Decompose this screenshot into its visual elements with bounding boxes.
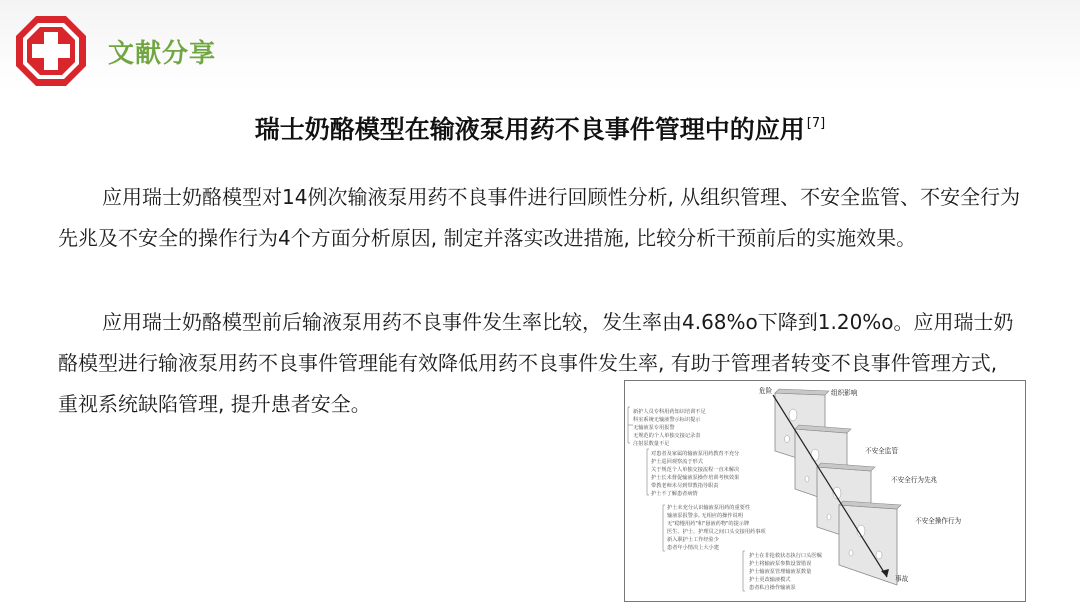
g2-item-5: 护士不了解患者病情 (651, 491, 698, 497)
cheese-slice-4 (839, 501, 901, 585)
g3-item-0: 护士未充分认识输液泵用药的重要性 (667, 505, 751, 511)
swiss-cheese-diagram (625, 381, 1025, 601)
g3-item-3: 医生、护士、护理员之间口头交接用药事项 (667, 529, 766, 535)
swiss-cheese-model-figure (624, 380, 1026, 602)
bracket-3 (663, 505, 665, 551)
g4-item-4: 患者私自操作输液泵 (749, 585, 796, 591)
g2-item-4: 带教老师未尽到带教指导职责 (651, 483, 719, 489)
g3-item-1: 输液泵报警多, 无相应的操作说明 (667, 513, 743, 519)
g2-item-1: 护士巡回观察流于形式 (651, 459, 703, 465)
label-act: 不安全操作行为 (915, 517, 962, 525)
bracket-2 (647, 449, 649, 495)
logo-cross-horizontal (32, 44, 70, 58)
g4-item-0: 护士在非抢救状态执行口头医嘱 (749, 553, 822, 559)
bracket-4 (743, 551, 745, 591)
g3-item-5: 患者年小情决上大小建 (667, 545, 719, 551)
paragraph-1 (58, 177, 1023, 259)
label-precursor: 不安全行为先兆 (891, 476, 938, 484)
g1-item-1: 科室系统无输液警示标识提示 (633, 417, 701, 423)
page-title-text: 瑞士奶酪模型在输液泵用药不良事件管理中的应用 (254, 115, 805, 144)
g4-item-1: 护士将输液泵参数设置错误 (749, 561, 812, 567)
g3-item-4: 新入职护士工作经验少 (667, 537, 719, 543)
label-danger: 危险 (759, 387, 773, 395)
g2-item-2: 关于规范个人单独交接流程一直未解决 (651, 467, 740, 473)
g2-item-3: 护士长未督促输液泵操作培训考核效果 (651, 475, 740, 481)
label-org: 组织影响 (831, 389, 858, 397)
g1-item-4: 注射泵数量不足 (633, 441, 670, 447)
g4-item-2: 护士输液泵管理输液泵数量 (749, 569, 812, 575)
label-accident: 事故 (895, 575, 909, 583)
citation-marker: [7] (806, 116, 826, 131)
g4-item-3: 护士更改输液模式 (749, 577, 791, 583)
g1-item-2: 无输液泵专用报警 (633, 425, 675, 431)
paragraph-2-text: 应用瑞士奶酪模型前后输液泵用药不良事件发生率比较，发生率由4.68%o下降到1.20%o。应用瑞士奶酪模型进行输液泵用药不良事件管理能有效降低用药不良事件发生率, 有助于管理者转变不良事件管理方式, 重视系统缺陷管理, 提升患者安全。 (58, 310, 1014, 416)
g2-item-0: 对患者及家属的输液泵用药教育不充分 (651, 451, 740, 457)
page-title (0, 110, 1080, 146)
paragraph-1-text: 应用瑞士奶酪模型对14例次输液泵用药不良事件进行回顾性分析, 从组织管理、不安全监管、不安全行为先兆及不安全的操作行为4个方面分析原因, 制定并落实改进措施, 比较分析干预前后的实施效果。 (58, 185, 1021, 250)
g3-item-2: 无"稳慢用药"和"悬液药物"的提示牌 (667, 521, 750, 527)
g1-item-3: 无规范的个人单独交接记录表 (633, 433, 701, 439)
g1-item-0: 新护人员专科用药知识培训不足 (633, 409, 706, 415)
red-cross-logo-icon (14, 14, 88, 88)
section-title: 文献分享 (108, 39, 217, 69)
label-supervision: 不安全监管 (865, 447, 898, 455)
